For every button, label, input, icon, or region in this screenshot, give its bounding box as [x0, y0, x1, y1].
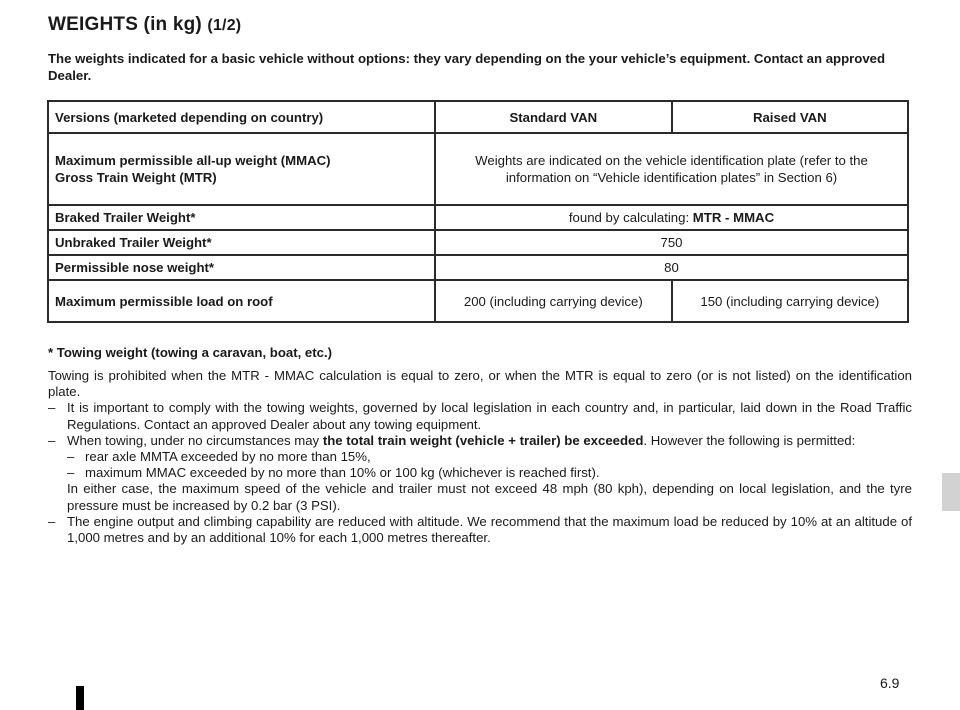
table-row	[48, 255, 908, 280]
raised-van-header: Raised VAN	[672, 101, 908, 133]
towing-paragraph: Towing is prohibited when the MTR - MMAC calculation is equal to zero, or when the MTR is equal to zero (or is not listed) on the identification plate.	[48, 368, 912, 400]
braked-trailer-formula: MTR - MMAC	[692, 210, 775, 225]
versions-header-note: (marketed depending on country)	[109, 109, 324, 125]
list-item	[48, 433, 912, 449]
intro-text: The weights indicated for a basic vehicle without options: they vary depending on the your vehicle’s equipment. Contact an approved Dealer.	[48, 51, 886, 83]
towing-notes	[48, 368, 912, 546]
dash-mark: –	[48, 432, 56, 448]
mtr-label: Gross Train Weight (MTR)	[55, 170, 217, 185]
table-row	[48, 133, 908, 205]
roof-load-raised-value: 150 (including carrying device)	[672, 280, 908, 322]
bullet-text-post: . However the following is permitted:	[643, 432, 856, 448]
sub-list-item	[48, 449, 912, 465]
list-item	[48, 514, 912, 546]
speed-pressure-note: In either case, the maximum speed of the vehicle and trailer must not exceed 48 mph (80 kph), depending on local legislation, and the tyre pressure must be increased by 0.2 bar (3 PSI).	[67, 481, 912, 513]
weights-table	[47, 100, 909, 323]
dash-mark: –	[67, 465, 75, 481]
table-header-row	[48, 101, 908, 133]
braked-trailer-label: Braked Trailer Weight*	[48, 205, 435, 230]
bullet-text-pre: When towing, under no circumstances may	[67, 432, 323, 448]
dash-mark: –	[48, 513, 56, 529]
bullet-text: It is important to comply with the towing weights, governed by local legislation in each country and, in particular, laid down in the Road Traffic Regulations. Contact an approved Dealer about any towing equipment.	[67, 400, 912, 432]
roof-load-standard-value: 200 (including carrying device)	[435, 280, 672, 322]
bullet-text: The engine output and climbing capability are reduced with altitude. We recommend that the maximum load be reduced by 10% at an altitude of 1,000 metres and by an additional 10% for each 1,000 metres thereafter.	[67, 513, 912, 546]
mmac-label-cell	[48, 133, 435, 205]
standard-van-header: Standard VAN	[435, 101, 672, 133]
sub-item-text: rear axle MMTA exceeded by no more than 15%,	[85, 449, 371, 465]
braked-trailer-value-cell	[435, 205, 908, 230]
versions-header-cell	[48, 101, 435, 133]
mmac-label: Maximum permissible all-up weight (MMAC)	[55, 153, 331, 168]
page-number: 6.9	[880, 675, 900, 691]
page-title-text: WEIGHTS (in kg)	[48, 14, 202, 35]
bullet-text-bold: the total train weight (vehicle + trailer) be exceeded	[322, 432, 644, 448]
braked-trailer-value-prefix: found by calculating:	[568, 210, 693, 225]
table-row	[48, 280, 908, 322]
roof-load-label: Maximum permissible load on roof	[48, 280, 435, 322]
nose-weight-value: 80	[435, 255, 908, 280]
versions-header-bold: Versions	[55, 109, 110, 125]
unbraked-trailer-label: Unbraked Trailer Weight*	[48, 230, 435, 255]
nose-weight-label: Permissible nose weight*	[48, 255, 435, 280]
table-row	[48, 230, 908, 255]
towing-note-heading: * Towing weight (towing a caravan, boat, etc.)	[48, 345, 333, 360]
table-row	[48, 205, 908, 230]
unbraked-trailer-value: 750	[435, 230, 908, 255]
page-edge-bar	[76, 686, 84, 710]
sub-list-item	[48, 465, 912, 481]
sub-item-text: maximum MMAC exceeded by no more than 10% or 100 kg (whichever is reached first).	[85, 465, 600, 481]
page-part-indicator: (1/2)	[207, 17, 242, 34]
list-item	[48, 400, 912, 432]
section-tab-marker	[942, 473, 960, 511]
page-title	[48, 14, 241, 36]
mmac-value: Weights are indicated on the vehicle identification plate (refer to the information on “Vehicle identification plates” in Section 6)	[435, 133, 908, 205]
dash-mark: –	[67, 449, 75, 465]
dash-mark: –	[48, 400, 56, 416]
